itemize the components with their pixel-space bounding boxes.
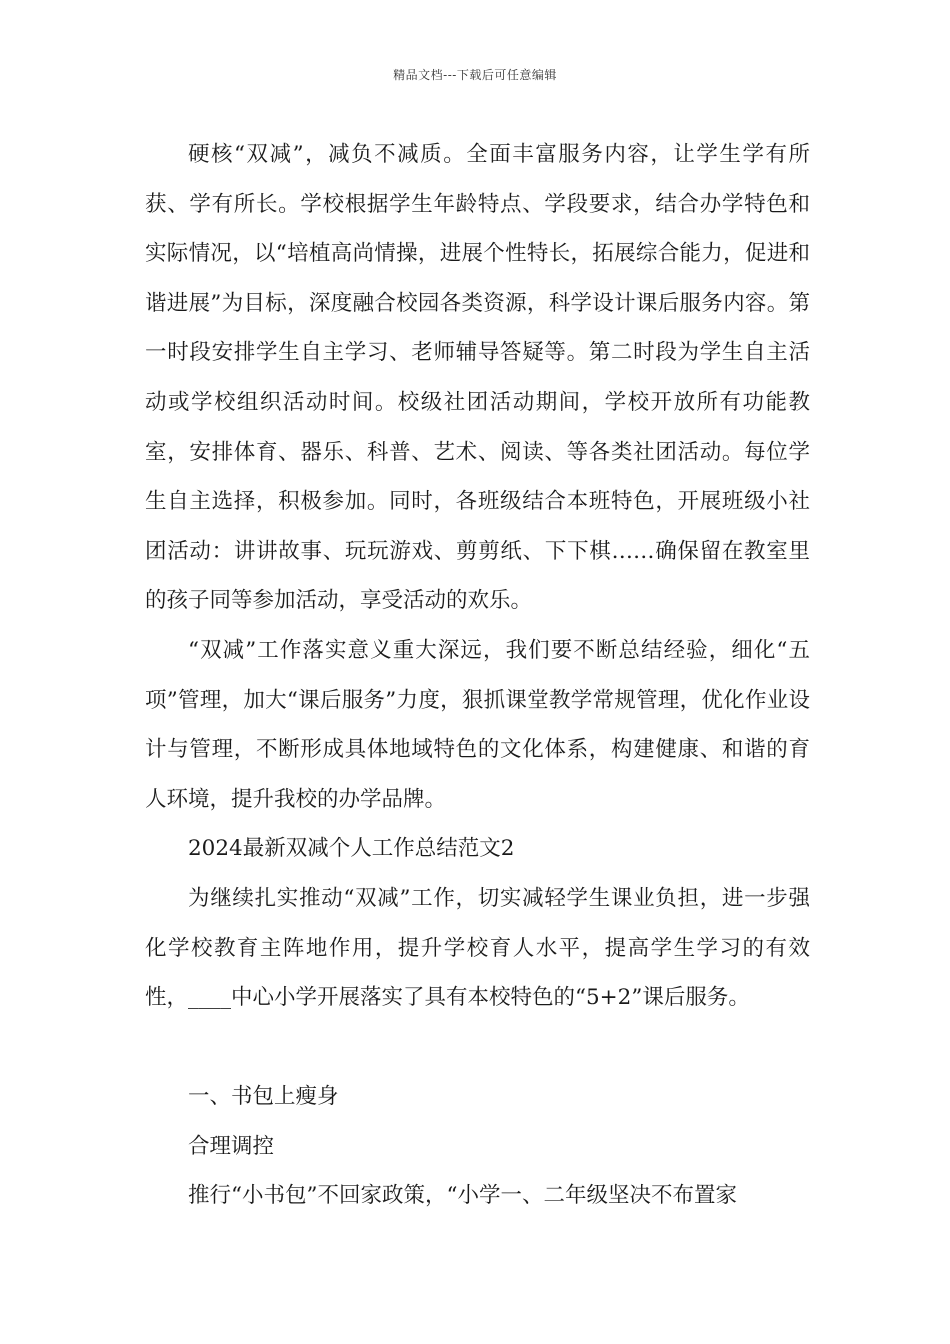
paragraph-conclusion: “双减”工作落实意义重大深远，我们要不断总结经验，细化“五项”管理，加大“课后服务”力度，狠抓课堂教学常规管理，优化作业设计与管理，不断形成具体地域特色的文化体系，构建健康、和谐的育人环境，提升我校的办学品牌。 xyxy=(145,637,810,812)
blank-line xyxy=(145,1023,810,1073)
page-header: 精品文档---下载后可任意编辑 xyxy=(393,68,557,82)
paragraph-service-content: 硬核“双减”，减负不减质。全面丰富服务内容，让学生学有所获、学有所长。学校根据学生年龄特点、学段要求，结合办学特色和实际情况，以“培植高尚情操，进展个性特长，拓展综合能力，促进和谐进展”为目标，深度融合校园各类资源，科学设计课后服务内容。第一时段安排学生自主学习、老师辅导答疑等。第二时段为学生自主活动或学校组织活动时间。校级社团活动期间，学校开放所有功能教室，安排体育、器乐、科普、艺术、阅读、等各类社团活动。每位学生自主选择，积极参加。同时，各班级结合本班特色，开展班级小社团活动：讲讲故事、玩玩游戏、剪剪纸、下下棋……确保留在教室里的孩子同等参加活动，享受活动的欢乐。 xyxy=(145,142,810,614)
subheading: 合理调控 xyxy=(188,1133,275,1159)
document-body xyxy=(145,130,810,1221)
section-heading-1: 一、书包上瘦身 xyxy=(188,1084,339,1110)
paragraph-policy: 推行“小书包”不回家政策，“小学一、二年级坚决不布置家 xyxy=(188,1183,737,1209)
paragraph-intro: 为继续扎实推动“双减”工作，切实减轻学生课业负担，进一步强化学校教育主阵地作用，提升学校育人水平，提高学生学习的有效性，____中心小学开展落实了具有本校特色的“5+2”课后服务。 xyxy=(145,885,810,1011)
section-title: 2024最新双减个人工作总结范文2 xyxy=(188,836,515,862)
